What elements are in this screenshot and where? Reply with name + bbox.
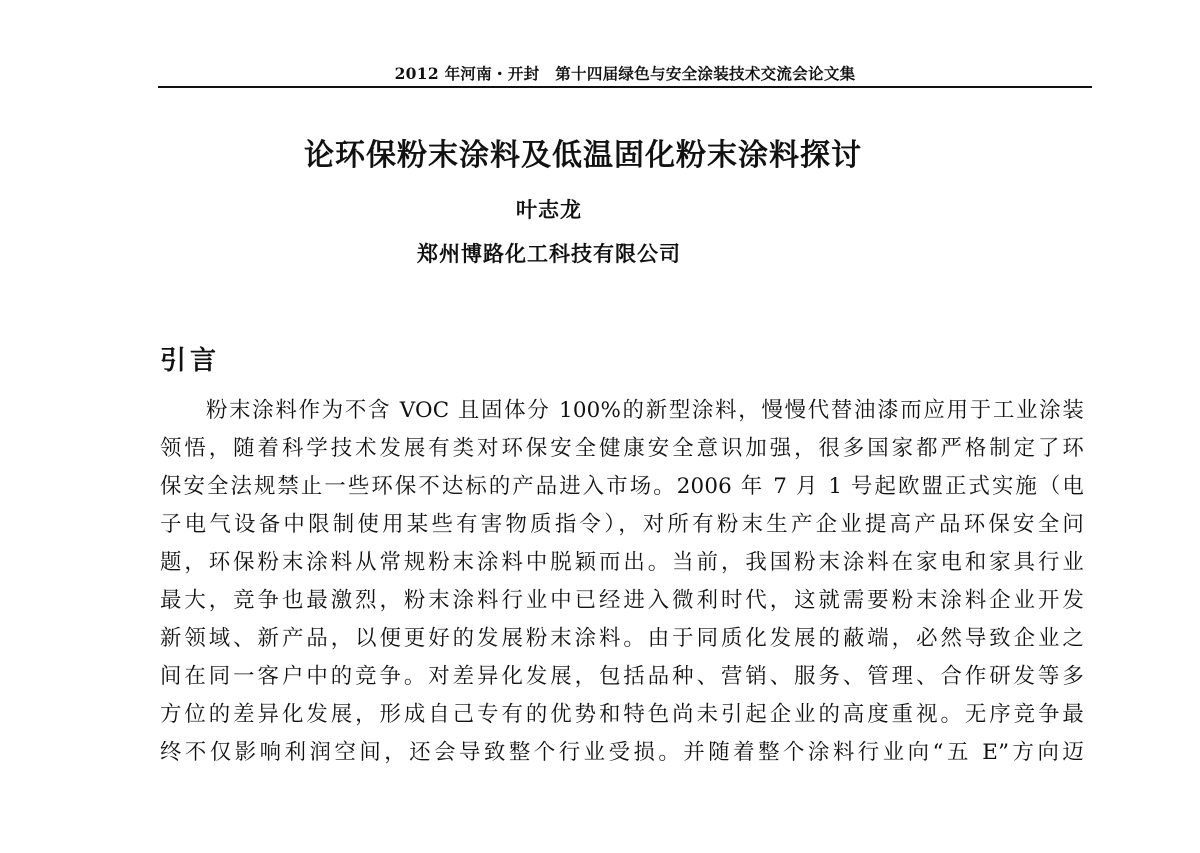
text-line: 领悟，随着科学技术发展有类对环保安全健康安全意识加强，很多国家都严格制定了环 [160,436,1084,461]
text-line: 最大，竞争也最激烈，粉末涂料行业中已经进入微利时代，这就需要粉末涂料企业开发 [160,588,1084,613]
text-line: 保安全法规禁止一些环保不达标的产品进入市场。2006 年 7 月 1 号起欧盟正式实施（电 [160,474,1084,499]
text-line: 粉末涂料作为不含 VOC 且固体分 100%的新型涂料，慢慢代替油漆而应用于工业涂装 [206,398,1084,423]
text-line: 方位的差异化发展，形成自己专有的优势和特色尚未引起企业的高度重视。无序竞争最 [160,702,1084,727]
text-line: 题，环保粉末涂料从常规粉末涂料中脱颖而出。当前，我国粉末涂料在家电和家具行业 [160,550,1084,575]
text-line: 新领域、新产品，以便更好的发展粉末涂料。由于同质化发展的蔽端，必然导致企业之 [160,626,1084,651]
paper-title: 论环保粉末涂料及低温固化粉末涂料探讨 [304,138,862,173]
section-heading: 引言 [160,346,221,376]
text-line: 子电气设备中限制使用某些有害物质指令），对所有粉末生产企业提高产品环保安全问 [160,512,1084,537]
text-line: 间在同一客户中的竞争。对差异化发展，包括品种、营销、服务、管理、合作研发等多 [160,664,1084,689]
running-header: 2012 年河南・开封 第十四届绿色与安全涂装技术交流会论文集 [394,64,856,83]
author-name: 叶志龙 [516,197,582,222]
body-paragraph [160,392,1084,772]
author-affiliation: 郑州博路化工科技有限公司 [417,241,681,266]
text-line: 终不仅影响利润空间，还会导致整个行业受损。并随着整个涂料行业向“五 E”方向迈 [160,740,1084,765]
header-rule [158,86,1092,88]
